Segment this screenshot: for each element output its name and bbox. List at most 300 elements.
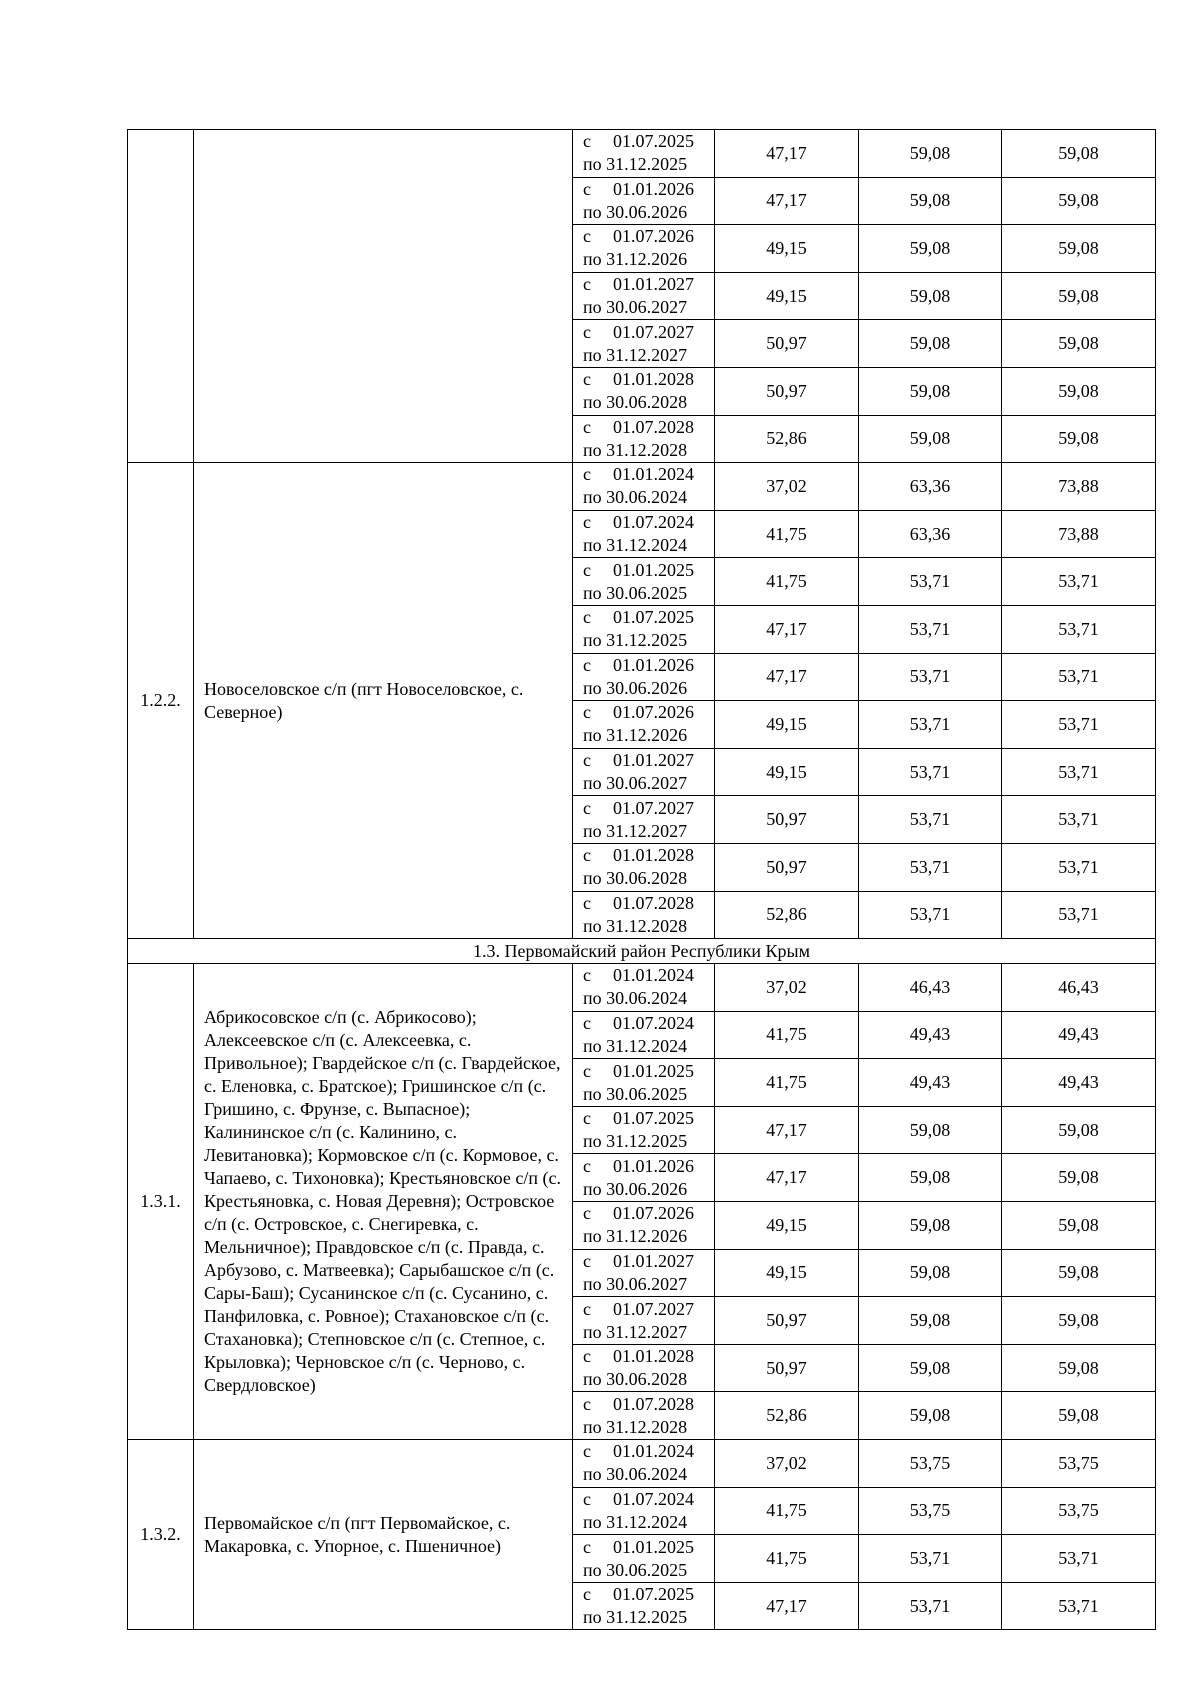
value-2: 46,43 [859,964,1002,1012]
period-to-label: по [583,1607,602,1628]
period-end-date: 30.06.2026 [606,201,688,222]
value-1: 49,15 [715,1249,859,1297]
period-end-line [583,534,714,557]
value-1: 49,15 [715,225,859,273]
value-1: 41,75 [715,1535,859,1583]
value-1: 47,17 [715,1106,859,1154]
period-end-line [583,1559,714,1582]
period-end-line [583,1083,714,1106]
value-2: 53,71 [859,796,1002,844]
period-end-line [583,724,714,747]
period-to-label: по [583,1511,602,1532]
period-cell [573,748,715,796]
period-start-line [583,559,714,582]
value-3: 53,71 [1002,1535,1156,1583]
value-2: 53,71 [859,1582,1002,1630]
value-2: 53,75 [859,1440,1002,1488]
value-1: 47,17 [715,1582,859,1630]
value-2: 59,08 [859,415,1002,463]
period-cell [573,796,715,844]
value-3: 53,71 [1002,653,1156,701]
period-start-date: 01.01.2027 [613,1250,694,1271]
period-end-line [583,486,714,509]
value-3: 59,08 [1002,415,1156,463]
table-row [128,463,1156,511]
period-end-date: 30.06.2024 [606,988,688,1009]
period-to-label: по [583,201,602,222]
period-from-label: с [583,1441,591,1462]
value-2: 59,08 [859,1297,1002,1345]
value-1: 47,17 [715,605,859,653]
value-1: 50,97 [715,367,859,415]
period-start-date: 01.01.2024 [613,965,694,986]
period-from-label: с [583,369,591,390]
value-3: 53,71 [1002,1582,1156,1630]
period-cell [573,225,715,273]
value-1: 50,97 [715,796,859,844]
period-start-date: 01.07.2026 [613,226,694,247]
period-from-label: с [583,1250,591,1271]
period-end-line [583,1321,714,1344]
value-3: 59,08 [1002,272,1156,320]
period-end-date: 31.12.2027 [606,1321,688,1342]
period-start-date: 01.01.2025 [613,559,694,580]
period-cell [573,1011,715,1059]
value-2: 49,43 [859,1059,1002,1107]
section-title: 1.3. Первомайский район Республики Крым [128,939,1156,964]
period-from-label: с [583,797,591,818]
period-end-line [583,296,714,319]
value-1: 49,15 [715,701,859,749]
period-to-label: по [583,1321,602,1342]
value-3: 59,08 [1002,1202,1156,1250]
period-start-date: 01.01.2028 [613,845,694,866]
period-start-date: 01.01.2028 [613,1346,694,1367]
item-number: 1.3.2. [128,1440,194,1630]
value-3: 53,71 [1002,605,1156,653]
period-start-date: 01.01.2027 [613,274,694,295]
value-1: 41,75 [715,1011,859,1059]
period-cell [573,1202,715,1250]
value-3: 53,71 [1002,748,1156,796]
period-start-date: 01.01.2026 [613,178,694,199]
value-3: 73,88 [1002,510,1156,558]
period-to-label: по [583,487,602,508]
period-start-line [583,273,714,296]
period-cell [573,367,715,415]
period-start-line [583,1202,714,1225]
period-end-line [583,1606,714,1629]
period-from-label: с [583,1298,591,1319]
period-end-line [583,1463,714,1486]
period-start-line [583,1250,714,1273]
period-to-label: по [583,535,602,556]
period-from-label: с [583,750,591,771]
period-cell [573,320,715,368]
period-start-line [583,844,714,867]
period-end-line [583,987,714,1010]
period-cell [573,272,715,320]
value-1: 47,17 [715,177,859,225]
value-3: 59,08 [1002,1249,1156,1297]
period-start-line [583,606,714,629]
period-cell [573,1249,715,1297]
period-to-label: по [583,1178,602,1199]
period-cell [573,1582,715,1630]
period-start-line [583,1012,714,1035]
value-3: 59,08 [1002,130,1156,178]
period-from-label: с [583,274,591,295]
period-start-date: 01.01.2026 [613,654,694,675]
period-to-label: по [583,582,602,603]
period-to-label: по [583,1559,602,1580]
period-start-line [583,368,714,391]
period-cell [573,891,715,939]
value-2: 53,71 [859,653,1002,701]
value-1: 52,86 [715,1392,859,1440]
value-1: 41,75 [715,1487,859,1535]
period-start-date: 01.07.2028 [613,416,694,437]
period-cell [573,1059,715,1107]
period-start-line [583,130,714,153]
period-cell [573,605,715,653]
value-2: 53,71 [859,558,1002,606]
period-to-label: по [583,1464,602,1485]
value-2: 59,08 [859,1202,1002,1250]
period-start-line [583,463,714,486]
period-from-label: с [583,559,591,580]
period-end-date: 30.06.2027 [606,1273,688,1294]
period-start-date: 01.01.2025 [613,1536,694,1557]
value-3: 59,08 [1002,1297,1156,1345]
period-to-label: по [583,915,602,936]
value-3: 73,88 [1002,463,1156,511]
period-from-label: с [583,416,591,437]
period-cell [573,1487,715,1535]
period-to-label: по [583,1226,602,1247]
period-end-line [583,820,714,843]
period-start-date: 01.01.2026 [613,1155,694,1176]
period-start-date: 01.01.2027 [613,750,694,771]
period-cell [573,510,715,558]
period-end-date: 31.12.2027 [606,820,688,841]
period-cell [573,1106,715,1154]
period-from-label: с [583,702,591,723]
value-2: 53,75 [859,1487,1002,1535]
value-3: 59,08 [1002,1106,1156,1154]
value-1: 41,75 [715,1059,859,1107]
period-end-date: 31.12.2026 [606,725,688,746]
value-2: 59,08 [859,1249,1002,1297]
value-2: 59,08 [859,1344,1002,1392]
value-2: 53,71 [859,605,1002,653]
period-from-label: с [583,178,591,199]
period-cell [573,463,715,511]
value-1: 49,15 [715,748,859,796]
period-start-date: 01.07.2026 [613,702,694,723]
tariff-table-body [128,130,1156,1630]
period-from-label: с [583,845,591,866]
settlement-name: Новоселовское с/п (пгт Новоселовское, с. Северное) [194,463,573,939]
period-cell [573,1535,715,1583]
period-end-date: 30.06.2028 [606,1369,688,1390]
period-cell [573,843,715,891]
period-start-date: 01.07.2024 [613,512,694,533]
period-from-label: с [583,512,591,533]
period-start-line [583,1155,714,1178]
value-2: 63,36 [859,463,1002,511]
period-cell [573,1154,715,1202]
period-start-line [583,654,714,677]
period-start-date: 01.07.2027 [613,797,694,818]
item-number: 1.3.1. [128,964,194,1440]
value-2: 59,08 [859,1392,1002,1440]
period-to-label: по [583,1273,602,1294]
period-to-label: по [583,1035,602,1056]
period-start-line [583,1345,714,1368]
period-end-date: 30.06.2027 [606,297,688,318]
period-start-line [583,225,714,248]
period-end-line [583,772,714,795]
value-2: 63,36 [859,510,1002,558]
period-start-line [583,1107,714,1130]
period-to-label: по [583,439,602,460]
period-end-date: 30.06.2024 [606,1464,688,1485]
value-1: 47,17 [715,130,859,178]
period-end-line [583,1416,714,1439]
period-start-line [583,511,714,534]
period-start-line [583,892,714,915]
period-cell [573,1440,715,1488]
period-end-line [583,439,714,462]
value-1: 47,17 [715,1154,859,1202]
period-cell [573,1297,715,1345]
period-from-label: с [583,1393,591,1414]
period-end-line [583,248,714,271]
period-cell [573,1392,715,1440]
settlement-name: Первомайское с/п (пгт Первомайское, с. Макаровка, с. Упорное, с. Пшеничное) [194,1440,573,1630]
period-from-label: с [583,892,591,913]
period-from-label: с [583,1536,591,1557]
period-start-line [583,1583,714,1606]
period-to-label: по [583,988,602,1009]
table-row [128,964,1156,1012]
period-start-date: 01.07.2027 [613,1298,694,1319]
period-from-label: с [583,1203,591,1224]
value-3: 53,71 [1002,891,1156,939]
period-end-date: 31.12.2025 [606,630,688,651]
period-end-line [583,153,714,176]
period-end-line [583,201,714,224]
period-end-line [583,1368,714,1391]
section-header-row [128,939,1156,964]
value-3: 53,71 [1002,558,1156,606]
period-start-line [583,1060,714,1083]
period-cell [573,177,715,225]
value-1: 37,02 [715,964,859,1012]
period-end-line [583,391,714,414]
period-end-date: 30.06.2025 [606,1083,688,1104]
period-end-line [583,915,714,938]
value-3: 46,43 [1002,964,1156,1012]
period-end-line [583,1178,714,1201]
value-3: 59,08 [1002,1344,1156,1392]
period-end-date: 30.06.2024 [606,487,688,508]
value-2: 53,71 [859,748,1002,796]
period-start-line [583,1440,714,1463]
period-from-label: с [583,1488,591,1509]
value-3: 53,71 [1002,843,1156,891]
value-2: 59,08 [859,130,1002,178]
period-start-line [583,1393,714,1416]
value-1: 52,86 [715,415,859,463]
value-1: 49,15 [715,272,859,320]
period-from-label: с [583,1346,591,1367]
value-3: 59,08 [1002,367,1156,415]
value-3: 53,71 [1002,701,1156,749]
period-cell [573,1344,715,1392]
period-to-label: по [583,1369,602,1390]
period-start-date: 01.07.2025 [613,1584,694,1605]
period-from-label: с [583,321,591,342]
period-end-line [583,1511,714,1534]
period-to-label: по [583,820,602,841]
period-start-line [583,1488,714,1511]
period-to-label: по [583,868,602,889]
period-end-line [583,629,714,652]
value-3: 49,43 [1002,1011,1156,1059]
period-start-line [583,178,714,201]
period-end-line [583,1273,714,1296]
value-1: 37,02 [715,1440,859,1488]
value-2: 53,71 [859,891,1002,939]
period-end-date: 31.12.2026 [606,1226,688,1247]
period-end-date: 31.12.2025 [606,154,688,175]
period-end-date: 30.06.2028 [606,392,688,413]
value-1: 47,17 [715,653,859,701]
value-1: 49,15 [715,1202,859,1250]
value-2: 49,43 [859,1011,1002,1059]
period-end-line [583,1035,714,1058]
period-end-date: 31.12.2028 [606,1416,688,1437]
period-to-label: по [583,392,602,413]
item-number [128,130,194,463]
period-cell [573,558,715,606]
value-1: 37,02 [715,463,859,511]
value-1: 50,97 [715,1344,859,1392]
value-2: 59,08 [859,272,1002,320]
value-3: 53,75 [1002,1487,1156,1535]
value-1: 41,75 [715,558,859,606]
value-1: 50,97 [715,1297,859,1345]
period-start-date: 01.07.2028 [613,1393,694,1414]
value-2: 59,08 [859,225,1002,273]
value-2: 53,71 [859,701,1002,749]
period-end-date: 31.12.2024 [606,1511,688,1532]
period-from-label: с [583,607,591,628]
period-to-label: по [583,1131,602,1152]
period-to-label: по [583,1083,602,1104]
period-to-label: по [583,344,602,365]
period-start-line [583,416,714,439]
period-start-date: 01.01.2024 [613,1441,694,1462]
period-start-line [583,321,714,344]
period-start-date: 01.07.2026 [613,1203,694,1224]
table-row [128,1440,1156,1488]
period-end-date: 31.12.2024 [606,1035,688,1056]
period-end-date: 30.06.2025 [606,582,688,603]
settlement-name [194,130,573,463]
period-cell [573,130,715,178]
period-end-line [583,582,714,605]
period-start-date: 01.01.2024 [613,464,694,485]
period-end-date: 31.12.2027 [606,344,688,365]
period-start-date: 01.07.2025 [613,131,694,152]
value-2: 53,71 [859,1535,1002,1583]
period-to-label: по [583,630,602,651]
value-2: 59,08 [859,177,1002,225]
period-cell [573,653,715,701]
period-cell [573,415,715,463]
period-start-line [583,964,714,987]
item-number: 1.2.2. [128,463,194,939]
period-to-label: по [583,725,602,746]
period-from-label: с [583,965,591,986]
period-end-date: 30.06.2028 [606,868,688,889]
period-from-label: с [583,226,591,247]
period-from-label: с [583,464,591,485]
table-row [128,130,1156,178]
tariff-table [127,129,1156,1630]
value-1: 52,86 [715,891,859,939]
period-start-line [583,1536,714,1559]
period-end-line [583,867,714,890]
period-start-line [583,1298,714,1321]
period-from-label: с [583,1155,591,1176]
period-from-label: с [583,1584,591,1605]
period-end-date: 31.12.2028 [606,915,688,936]
period-from-label: с [583,1012,591,1033]
value-1: 50,97 [715,320,859,368]
period-cell [573,964,715,1012]
value-3: 59,08 [1002,225,1156,273]
value-3: 59,08 [1002,1392,1156,1440]
period-end-date: 30.06.2026 [606,677,688,698]
period-to-label: по [583,773,602,794]
period-end-date: 31.12.2026 [606,249,688,270]
period-start-date: 01.07.2025 [613,607,694,628]
value-1: 41,75 [715,510,859,558]
period-end-line [583,1130,714,1153]
period-from-label: с [583,654,591,675]
period-end-date: 31.12.2025 [606,1607,688,1628]
period-to-label: по [583,154,602,175]
value-3: 53,71 [1002,796,1156,844]
period-from-label: с [583,1108,591,1129]
period-from-label: с [583,1060,591,1081]
settlement-name: Абрикосовское с/п (с. Абрикосово); Алексеевское с/п (с. Алексеевка, с. Привольное); Гвардейское с/п (с. Гвардейское, с. Еленовка, с. Братское); Гришинское с/п (с. Гришино, с. Фрунзе, с. Выпасное); Калининское с/п (с. Калинино, с. Левитановка); Кормовское с/п (с. Кормовое, с. Чапаево, с. Тихоновка); Крестьяновское с/п (с. Крестьяновка, с. Новая Деревня); Островское с/п (с. Островское, с. Снегиревка, с. Мельничное); Правдовское с/п (с. Правда, с. Арбузово, с. Матвеевка); Сарыбашское с/п (с. Сары-Баш); Сусанинское с/п (с. Сусанино, с. Панфиловка, с. Ровное); Стахановское с/п (с. Стахановка); Степновское с/п (с. Степное, с. Крыловка); Черновское с/п (с. Черново, с. Свердловское) [194,964,573,1440]
period-end-date: 31.12.2025 [606,1131,688,1152]
period-end-date: 31.12.2024 [606,535,688,556]
period-end-date: 31.12.2028 [606,439,688,460]
period-end-date: 30.06.2025 [606,1559,688,1580]
period-start-date: 01.07.2028 [613,892,694,913]
period-start-line [583,701,714,724]
period-from-label: с [583,131,591,152]
period-end-line [583,344,714,367]
period-end-line [583,1225,714,1248]
period-end-line [583,677,714,700]
